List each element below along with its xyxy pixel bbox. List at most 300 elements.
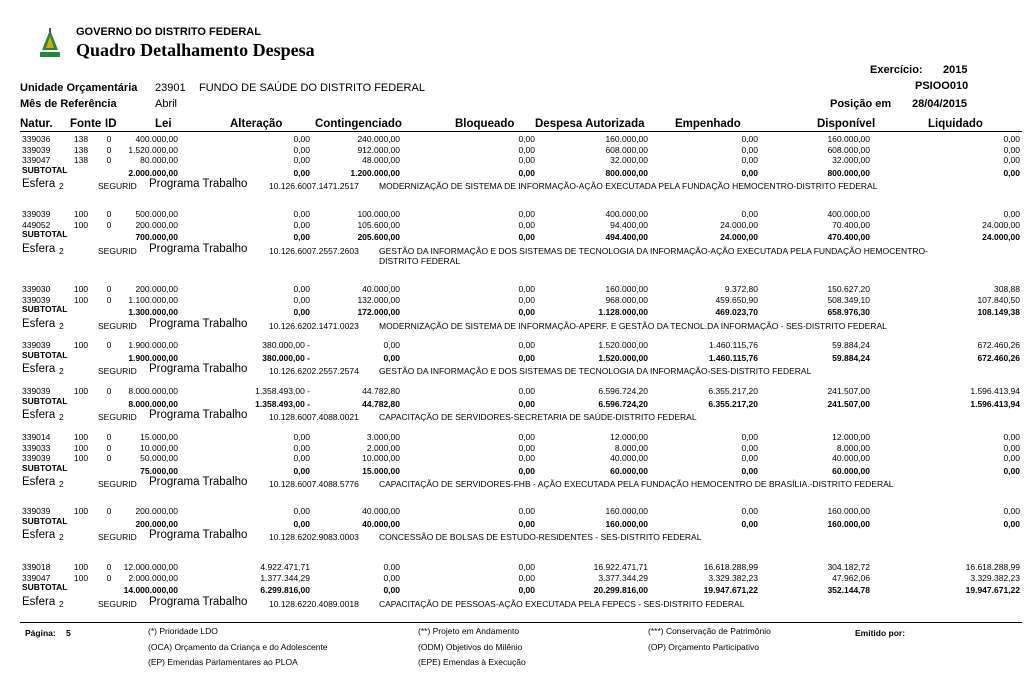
cell-fonte: 100 xyxy=(73,506,89,516)
subtotal-lei: 200.000,00 xyxy=(135,518,178,529)
subtotal-contingenciado: 0,00 xyxy=(383,585,400,595)
cell-disponivel: 304.182,72 xyxy=(827,562,870,572)
cell-empenhado: 0,00 xyxy=(741,506,758,516)
esfera-number: 2 xyxy=(59,412,64,422)
cell-contingenciado: 0,00 xyxy=(383,572,400,583)
cell-id: 0 xyxy=(106,432,112,442)
cell-alteracao: 0,00 xyxy=(293,294,310,305)
cell-natur: 339036 xyxy=(22,134,51,144)
cell-contingenciado: 2.000,00 xyxy=(366,442,400,453)
cell-disponivel: 47.962,06 xyxy=(832,572,870,583)
cell-empenhado: 459.650,90 xyxy=(715,294,758,305)
cell-fonte: 138 xyxy=(73,134,89,144)
subtotal-label: SUBTOTAL xyxy=(22,462,68,473)
cell-alteracao: 4.922.471,71 xyxy=(260,562,310,572)
cell-id: 0 xyxy=(106,572,112,583)
cell-disponivel: 400.000,00 xyxy=(827,209,870,219)
subtotal-despesa: 6.596.724,20 xyxy=(598,398,648,409)
cell-id: 0 xyxy=(106,284,112,294)
cell-bloqueado: 0,00 xyxy=(518,294,535,305)
subtotal-disponivel: 160.000,00 xyxy=(827,518,870,529)
cell-id: 0 xyxy=(106,340,112,350)
subtotal-empenhado: 19.947.671,22 xyxy=(703,585,758,595)
programa-description: CAPACITAÇÃO DE PESSOAS-AÇÃO EXECUTADA PELA FEPECS - SES-DISTRITO FEDERAL xyxy=(379,598,745,609)
col-natur: Natur. xyxy=(20,118,53,130)
cell-id: 0 xyxy=(106,294,112,305)
cell-id: 0 xyxy=(106,442,112,453)
col-empenhado: Empenhado xyxy=(675,118,741,130)
esfera-segment: SEGURID xyxy=(98,181,137,191)
esfera-number: 2 xyxy=(59,479,64,489)
subtotal-bloqueado: 0,00 xyxy=(518,307,535,317)
footer-note: (*) Prioridade LDO xyxy=(148,626,218,636)
subtotal-bloqueado: 0,00 xyxy=(518,352,535,363)
cell-liquidado: 1.596.413,94 xyxy=(970,386,1020,396)
cell-fonte: 100 xyxy=(73,386,89,396)
esfera-segment: SEGURID xyxy=(98,412,137,422)
subtotal-lei: 14.000.000,00 xyxy=(123,585,178,595)
cell-empenhado: 0,00 xyxy=(741,432,758,442)
cell-empenhado: 0,00 xyxy=(741,442,758,453)
cell-lei: 200.000,00 xyxy=(135,506,178,516)
subtotal-contingenciado: 40.000,00 xyxy=(362,518,400,529)
cell-natur: 339039 xyxy=(22,453,51,463)
subtotal-lei: 1.900.000,00 xyxy=(128,352,178,363)
footer-note: (**) Projeto em Andamento xyxy=(418,626,520,636)
cell-fonte: 138 xyxy=(73,144,89,155)
esfera-number: 2 xyxy=(59,532,64,542)
cell-empenhado: 0,00 xyxy=(741,134,758,144)
cell-contingenciado: 10.000,00 xyxy=(362,453,400,463)
cell-id: 0 xyxy=(106,209,112,219)
subtotal-bloqueado: 0,00 xyxy=(518,465,535,476)
cell-natur: 449052 xyxy=(22,219,51,230)
esfera-segment: SEGURID xyxy=(98,532,137,542)
subtotal-disponivel: 60.000,00 xyxy=(832,465,870,476)
pagina-label: Página: xyxy=(25,628,56,638)
cell-alteracao: 380.000,00 - xyxy=(262,340,310,350)
report-code: PSIOO010 xyxy=(915,80,969,92)
esfera-segment: SEGURID xyxy=(98,366,137,376)
esfera-segment: SEGURID xyxy=(98,320,137,331)
cell-liquidado: 24.000,00 xyxy=(982,219,1020,230)
subtotal-despesa: 20.299.816,00 xyxy=(593,585,648,595)
subtotal-liquidado: 24.000,00 xyxy=(982,232,1020,242)
cell-contingenciado: 0,00 xyxy=(383,562,400,572)
cell-natur: 339039 xyxy=(22,294,51,305)
cell-contingenciado: 132.000,00 xyxy=(357,294,400,305)
cell-lei: 8.000.000,00 xyxy=(128,386,178,396)
esfera-label: Esfera xyxy=(22,476,56,488)
unidade-code: 23901 xyxy=(155,82,186,94)
cell-natur: 339047 xyxy=(22,572,51,583)
subtotal-despesa: 160.000,00 xyxy=(605,518,648,529)
cell-empenhado: 6.355.217,20 xyxy=(708,386,758,396)
cell-fonte: 100 xyxy=(73,340,89,350)
esfera-number: 2 xyxy=(59,181,64,191)
subtotal-disponivel: 241.507,00 xyxy=(827,398,870,409)
cell-id: 0 xyxy=(106,134,112,144)
col-disponivel: Disponível xyxy=(817,118,876,130)
cell-bloqueado: 0,00 xyxy=(518,284,535,294)
col-contingenciado: Contingenciado xyxy=(315,118,402,130)
esfera-number: 2 xyxy=(59,366,64,376)
footer-divider xyxy=(20,622,1022,623)
subtotal-label: SUBTOTAL xyxy=(22,582,68,592)
esfera-label: Esfera xyxy=(22,317,56,330)
subtotal-bloqueado: 0,00 xyxy=(518,518,535,529)
cell-disponivel: 160.000,00 xyxy=(827,134,870,144)
cell-empenhado: 0,00 xyxy=(741,155,758,165)
programa-label: Programa Trabalho xyxy=(149,242,248,255)
subtotal-label: SUBTOTAL xyxy=(22,304,68,314)
programa-label: Programa Trabalho xyxy=(149,317,248,330)
subtotal-empenhado: 0,00 xyxy=(741,518,758,529)
cell-fonte: 100 xyxy=(73,562,89,572)
subtotal-empenhado: 469.023,70 xyxy=(715,307,758,317)
cell-id: 0 xyxy=(106,144,112,155)
subtotal-alteracao: 0,00 xyxy=(293,518,310,529)
cell-id: 0 xyxy=(106,219,112,230)
cell-fonte: 100 xyxy=(73,284,89,294)
cell-alteracao: 0,00 xyxy=(293,209,310,219)
cell-contingenciado: 48.000,00 xyxy=(362,155,400,165)
cell-empenhado: 0,00 xyxy=(741,453,758,463)
posicao-value: 28/04/2015 xyxy=(912,98,968,110)
programa-code: 10.126.6007.2557.2603 xyxy=(269,245,359,256)
subtotal-empenhado: 6.355.217,20 xyxy=(708,398,758,409)
government-name: GOVERNO DO DISTRITO FEDERAL xyxy=(76,26,261,38)
cell-bloqueado: 0,00 xyxy=(518,209,535,219)
programa-code: 10.128.6007.4088.5776 xyxy=(269,479,359,489)
cell-natur: 339039 xyxy=(22,144,51,155)
cell-bloqueado: 0,00 xyxy=(518,144,535,155)
cell-bloqueado: 0,00 xyxy=(518,453,535,463)
subtotal-despesa: 1.128.000,00 xyxy=(598,307,648,317)
subtotal-label: SUBTOTAL xyxy=(22,349,68,360)
cell-alteracao: 1.358.493,00 - xyxy=(255,386,310,396)
programa-description: GESTÃO DA INFORMAÇÃO E DOS SISTEMAS DE TECNOLOGIA DA INFORMAÇÃO-AÇÃO EXECUTADA PELA FUNDAÇÃO HEMOCENTRO- xyxy=(379,245,928,256)
programa-label: Programa Trabalho xyxy=(149,363,248,375)
esfera-segment: SEGURID xyxy=(98,598,137,609)
cell-disponivel: 150.627,20 xyxy=(827,284,870,294)
gdf-logo-icon xyxy=(38,28,62,58)
footer-note: (OP) Orçamento Participativo xyxy=(648,642,760,652)
subtotal-empenhado: 0,00 xyxy=(741,465,758,476)
cell-fonte: 100 xyxy=(73,453,89,463)
cell-contingenciado: 40.000,00 xyxy=(362,284,400,294)
col-bloqueado: Bloqueado xyxy=(455,118,515,130)
esfera-label: Esfera xyxy=(22,242,56,255)
cell-lei: 200.000,00 xyxy=(135,284,178,294)
cell-contingenciado: 0,00 xyxy=(383,340,400,350)
header-divider xyxy=(20,131,1022,132)
col-liquidado: Liquidado xyxy=(928,118,983,130)
subtotal-disponivel: 59.884,24 xyxy=(832,352,870,363)
subtotal-lei: 8.000.000,00 xyxy=(128,398,178,409)
programa-label: Programa Trabalho xyxy=(149,529,248,541)
cell-natur: 339039 xyxy=(22,386,51,396)
esfera-label: Esfera xyxy=(22,363,56,375)
subtotal-contingenciado: 0,00 xyxy=(383,352,400,363)
subtotal-bloqueado: 0,00 xyxy=(518,398,535,409)
cell-despesa: 400.000,00 xyxy=(605,209,648,219)
cell-despesa: 160.000,00 xyxy=(605,506,648,516)
esfera-label: Esfera xyxy=(22,529,56,541)
subtotal-empenhado: 24.000,00 xyxy=(720,232,758,242)
programa-description: MODERNIZAÇÃO DE SISTEMA DE INFORMAÇÃO-APERF. E GESTÃO DA TECNOL.DA INFORMAÇÃO - SES-DISTRITO FEDERAL xyxy=(379,320,887,331)
cell-natur: 339039 xyxy=(22,209,51,219)
cell-bloqueado: 0,00 xyxy=(518,134,535,144)
subtotal-alteracao: 0,00 xyxy=(293,232,310,242)
cell-bloqueado: 0,00 xyxy=(518,562,535,572)
subtotal-liquidado: 0,00 xyxy=(1003,167,1020,178)
cell-despesa: 6.596.724,20 xyxy=(598,386,648,396)
cell-id: 0 xyxy=(106,453,112,463)
subtotal-alteracao: 6.299.816,00 xyxy=(260,585,310,595)
esfera-label: Esfera xyxy=(22,409,56,421)
programa-description: MODERNIZAÇÃO DE SISTEMA DE INFORMAÇÃO-AÇÃO EXECUTADA PELA FUNDAÇÃO HEMOCENTRO-DISTRITO FEDERAL xyxy=(379,181,878,191)
subtotal-empenhado: 0,00 xyxy=(741,167,758,178)
cell-alteracao: 0,00 xyxy=(293,134,310,144)
cell-fonte: 100 xyxy=(73,432,89,442)
subtotal-lei: 1.300.000,00 xyxy=(128,307,178,317)
programa-label: Programa Trabalho xyxy=(149,476,248,488)
cell-disponivel: 12.000,00 xyxy=(832,432,870,442)
subtotal-alteracao: 0,00 xyxy=(293,167,310,178)
footer-note: (***) Conservação de Patrimônio xyxy=(648,626,771,636)
cell-disponivel: 241.507,00 xyxy=(827,386,870,396)
subtotal-liquidado: 0,00 xyxy=(1003,465,1020,476)
subtotal-despesa: 800.000,00 xyxy=(605,167,648,178)
subtotal-contingenciado: 15.000,00 xyxy=(362,465,400,476)
col-alteracao: Alteração xyxy=(230,118,283,130)
programa-description: CAPACITAÇÃO DE SERVIDORES-FHB - AÇÃO EXECUTADA PELA FUNDAÇÃO HEMOCENTRO DE BRASÍLIA.-DISTRITO FEDERAL xyxy=(379,479,894,489)
cell-alteracao: 1.377.344,29 xyxy=(260,572,310,583)
subtotal-bloqueado: 0,00 xyxy=(518,167,535,178)
subtotal-disponivel: 800.000,00 xyxy=(827,167,870,178)
cell-bloqueado: 0,00 xyxy=(518,386,535,396)
cell-lei: 2.000.000,00 xyxy=(128,572,178,583)
cell-despesa: 608.000,00 xyxy=(605,144,648,155)
cell-lei: 1.100.000,00 xyxy=(128,294,178,305)
footer-note: (EPE) Emendas à Execução xyxy=(418,657,526,667)
esfera-number: 2 xyxy=(59,245,64,256)
cell-id: 0 xyxy=(106,155,112,165)
programa-description: CONCESSÃO DE BOLSAS DE ESTUDO-RESIDENTES - SES-DISTRITO FEDERAL xyxy=(379,532,702,542)
subtotal-bloqueado: 0,00 xyxy=(518,585,535,595)
subtotal-label: SUBTOTAL xyxy=(22,164,68,175)
cell-empenhado: 16.618.288,99 xyxy=(703,562,758,572)
cell-id: 0 xyxy=(106,506,112,516)
cell-despesa: 1.520.000,00 xyxy=(598,340,648,350)
cell-liquidado: 0,00 xyxy=(1003,144,1020,155)
cell-disponivel: 40.000,00 xyxy=(832,453,870,463)
programa-description-cont: DISTRITO FEDERAL xyxy=(379,255,461,266)
cell-alteracao: 0,00 xyxy=(293,506,310,516)
cell-lei: 1.900.000,00 xyxy=(128,340,178,350)
subtotal-liquidado: 672.460,26 xyxy=(977,352,1020,363)
cell-liquidado: 0,00 xyxy=(1003,506,1020,516)
unidade-label: Unidade Orçamentária xyxy=(20,82,138,94)
cell-alteracao: 0,00 xyxy=(293,155,310,165)
cell-disponivel: 160.000,00 xyxy=(827,506,870,516)
subtotal-lei: 2.000.000,00 xyxy=(128,167,178,178)
cell-despesa: 160.000,00 xyxy=(605,284,648,294)
cell-liquidado: 3.329.382,23 xyxy=(970,572,1020,583)
cell-bloqueado: 0,00 xyxy=(518,340,535,350)
subtotal-liquidado: 108.149,38 xyxy=(977,307,1020,317)
cell-disponivel: 59.884,24 xyxy=(832,340,870,350)
cell-alteracao: 0,00 xyxy=(293,453,310,463)
cell-fonte: 100 xyxy=(73,209,89,219)
programa-code: 10.126.6007.1471.2517 xyxy=(269,181,359,191)
cell-bloqueado: 0,00 xyxy=(518,155,535,165)
programa-code: 10.128.6220.4089.0018 xyxy=(269,598,359,609)
esfera-number: 2 xyxy=(59,320,64,331)
cell-natur: 339018 xyxy=(22,562,51,572)
cell-despesa: 3.377.344,29 xyxy=(598,572,648,583)
subtotal-despesa: 1.520.000,00 xyxy=(598,352,648,363)
cell-empenhado: 1.460.115,76 xyxy=(709,340,758,350)
cell-liquidado: 0,00 xyxy=(1003,134,1020,144)
cell-natur: 339033 xyxy=(22,442,51,453)
cell-contingenciado: 912.000,00 xyxy=(357,144,400,155)
cell-despesa: 8.000,00 xyxy=(614,442,648,453)
subtotal-bloqueado: 0,00 xyxy=(518,232,535,242)
cell-id: 0 xyxy=(106,386,112,396)
cell-natur: 339047 xyxy=(22,155,51,165)
subtotal-contingenciado: 205.600,00 xyxy=(357,232,400,242)
cell-bloqueado: 0,00 xyxy=(518,219,535,230)
report-title: Quadro Detalhamento Despesa xyxy=(76,40,315,60)
cell-disponivel: 508.349,10 xyxy=(827,294,870,305)
cell-lei: 12.000.000,00 xyxy=(123,562,178,572)
cell-natur: 339014 xyxy=(22,432,51,442)
cell-bloqueado: 0,00 xyxy=(518,432,535,442)
subtotal-empenhado: 1.460.115,76 xyxy=(708,352,758,363)
subtotal-label: SUBTOTAL xyxy=(22,515,68,526)
programa-code: 10.126.6202.2557.2574 xyxy=(269,366,359,376)
cell-natur: 339039 xyxy=(22,340,51,350)
cell-disponivel: 608.000,00 xyxy=(827,144,870,155)
cell-lei: 200.000,00 xyxy=(135,219,178,230)
cell-natur: 339039 xyxy=(22,506,51,516)
cell-despesa: 94.400,00 xyxy=(610,219,648,230)
subtotal-lei: 75.000,00 xyxy=(140,465,178,476)
mes-label: Mês de Referência xyxy=(20,98,117,110)
subtotal-label: SUBTOTAL xyxy=(22,229,68,239)
cell-disponivel: 32.000,00 xyxy=(832,155,870,165)
cell-empenhado: 9.372,80 xyxy=(724,284,758,294)
esfera-number: 2 xyxy=(59,598,64,609)
cell-lei: 50.000,00 xyxy=(140,453,178,463)
exercicio-value: 2015 xyxy=(943,64,968,76)
cell-liquidado: 16.618.288,99 xyxy=(965,562,1020,572)
cell-contingenciado: 40.000,00 xyxy=(362,506,400,516)
col-despesa: Despesa Autorizada xyxy=(535,118,645,130)
subtotal-disponivel: 352.144,78 xyxy=(827,585,870,595)
cell-alteracao: 0,00 xyxy=(293,432,310,442)
col-fonte: Fonte xyxy=(70,118,102,130)
subtotal-disponivel: 470.400,00 xyxy=(827,232,870,242)
subtotal-lei: 700.000,00 xyxy=(135,232,178,242)
cell-fonte: 100 xyxy=(73,572,89,583)
footer-note: (ODM) Objetivos do Milênio xyxy=(418,642,523,652)
esfera-segment: SEGURID xyxy=(98,479,137,489)
cell-despesa: 40.000,00 xyxy=(610,453,648,463)
cell-liquidado: 0,00 xyxy=(1003,453,1020,463)
cell-fonte: 100 xyxy=(73,442,89,453)
esfera-segment: SEGURID xyxy=(98,245,137,256)
pagina-value: 5 xyxy=(66,628,71,638)
subtotal-disponivel: 658.976,30 xyxy=(827,307,870,317)
subtotal-alteracao: 0,00 xyxy=(293,307,310,317)
cell-empenhado: 24.000,00 xyxy=(720,219,758,230)
cell-natur: 339030 xyxy=(22,284,51,294)
cell-contingenciado: 3.000,00 xyxy=(366,432,400,442)
esfera-label: Esfera xyxy=(22,178,56,190)
cell-disponivel: 8.000,00 xyxy=(836,442,870,453)
cell-lei: 80.000,00 xyxy=(140,155,178,165)
subtotal-alteracao: 380.000,00 - xyxy=(262,352,310,363)
cell-alteracao: 0,00 xyxy=(293,442,310,453)
cell-alteracao: 0,00 xyxy=(293,219,310,230)
posicao-label: Posição em xyxy=(830,98,892,110)
cell-bloqueado: 0,00 xyxy=(518,572,535,583)
cell-liquidado: 672.460,26 xyxy=(977,340,1020,350)
cell-bloqueado: 0,00 xyxy=(518,442,535,453)
cell-alteracao: 0,00 xyxy=(293,284,310,294)
cell-lei: 500.000,00 xyxy=(135,209,178,219)
cell-liquidado: 107.840,50 xyxy=(977,294,1020,305)
cell-liquidado: 308,88 xyxy=(994,284,1020,294)
cell-liquidado: 0,00 xyxy=(1003,432,1020,442)
subtotal-contingenciado: 172.000,00 xyxy=(357,307,400,317)
subtotal-alteracao: 1.358.493,00 - xyxy=(255,398,310,409)
cell-fonte: 138 xyxy=(73,155,89,165)
cell-despesa: 968.000,00 xyxy=(605,294,648,305)
subtotal-contingenciado: 44.782,80 xyxy=(362,398,400,409)
cell-despesa: 32.000,00 xyxy=(610,155,648,165)
subtotal-contingenciado: 1.200.000,00 xyxy=(350,167,400,178)
cell-contingenciado: 100.000,00 xyxy=(357,209,400,219)
col-id: ID xyxy=(105,118,117,130)
subtotal-liquidado: 1.596.413,94 xyxy=(970,398,1020,409)
cell-contingenciado: 105.600,00 xyxy=(357,219,400,230)
footer-note: (OCA) Orçamento da Criança e do Adolescente xyxy=(148,642,328,652)
cell-empenhado: 0,00 xyxy=(741,209,758,219)
subtotal-despesa: 60.000,00 xyxy=(610,465,648,476)
programa-label: Programa Trabalho xyxy=(149,409,248,421)
cell-contingenciado: 240.000,00 xyxy=(357,134,400,144)
cell-despesa: 12.000,00 xyxy=(610,432,648,442)
cell-empenhado: 0,00 xyxy=(741,144,758,155)
cell-lei: 10.000,00 xyxy=(140,442,178,453)
programa-description: CAPACITAÇÃO DE SERVIDORES-SECRETARIA DE SAÚDE-DISTRITO FEDERAL xyxy=(379,412,697,422)
cell-alteracao: 0,00 xyxy=(293,144,310,155)
programa-label: Programa Trabalho xyxy=(149,595,248,608)
cell-lei: 15.000,00 xyxy=(140,432,178,442)
esfera-label: Esfera xyxy=(22,595,56,608)
cell-despesa: 160.000,00 xyxy=(605,134,648,144)
cell-liquidado: 0,00 xyxy=(1003,442,1020,453)
cell-liquidado: 0,00 xyxy=(1003,209,1020,219)
programa-code: 10.126.6202.1471.0023 xyxy=(269,320,359,331)
exercicio-label: Exercício: xyxy=(870,64,923,76)
cell-contingenciado: 44.782,80 xyxy=(362,386,400,396)
unidade-name: FUNDO DE SAÚDE DO DISTRITO FEDERAL xyxy=(199,82,425,94)
